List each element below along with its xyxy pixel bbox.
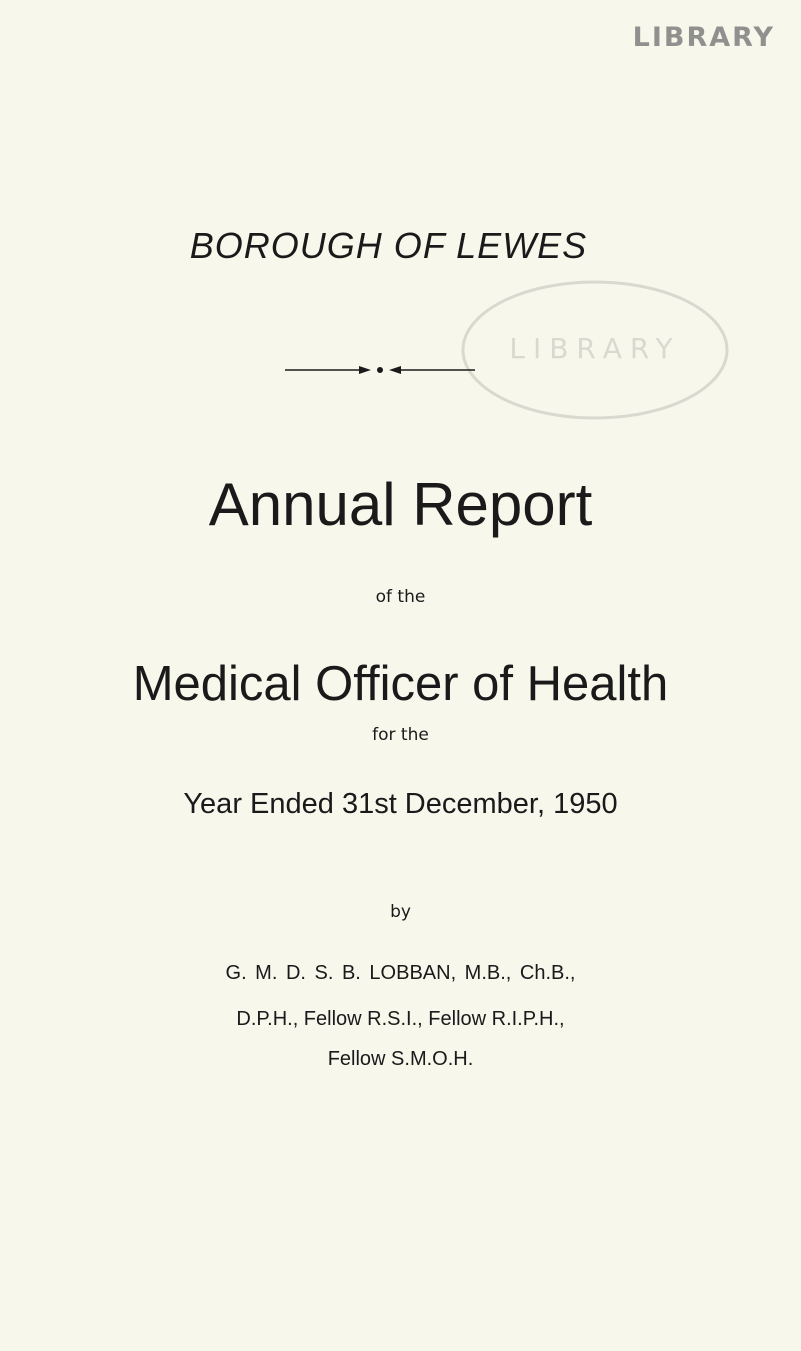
author-fellowship-line: Fellow S.M.O.H. — [327, 1048, 474, 1070]
by-text: by — [390, 902, 411, 922]
library-watermark-stamp — [455, 270, 735, 420]
of-the-text: of the — [375, 587, 426, 607]
for-the-text: for the — [372, 725, 429, 745]
divider-ornament-icon — [285, 363, 475, 377]
year-ended-line: Year Ended 31st December, 1950 — [183, 788, 618, 820]
library-stamp-label: LIBRARY — [632, 22, 775, 53]
borough-heading: BOROUGH OF LEWES — [189, 225, 588, 266]
annual-report-title: Annual Report — [208, 471, 593, 538]
author-credentials-line: D.P.H., Fellow R.S.I., Fellow R.I.P.H., — [236, 1008, 565, 1030]
medical-officer-title: Medical Officer of Health — [132, 657, 669, 711]
watermark-text: LIBRARY — [509, 332, 681, 365]
author-name-line: G. M. D. S. B. LOBBAN, M.B., Ch.B., — [225, 962, 576, 984]
